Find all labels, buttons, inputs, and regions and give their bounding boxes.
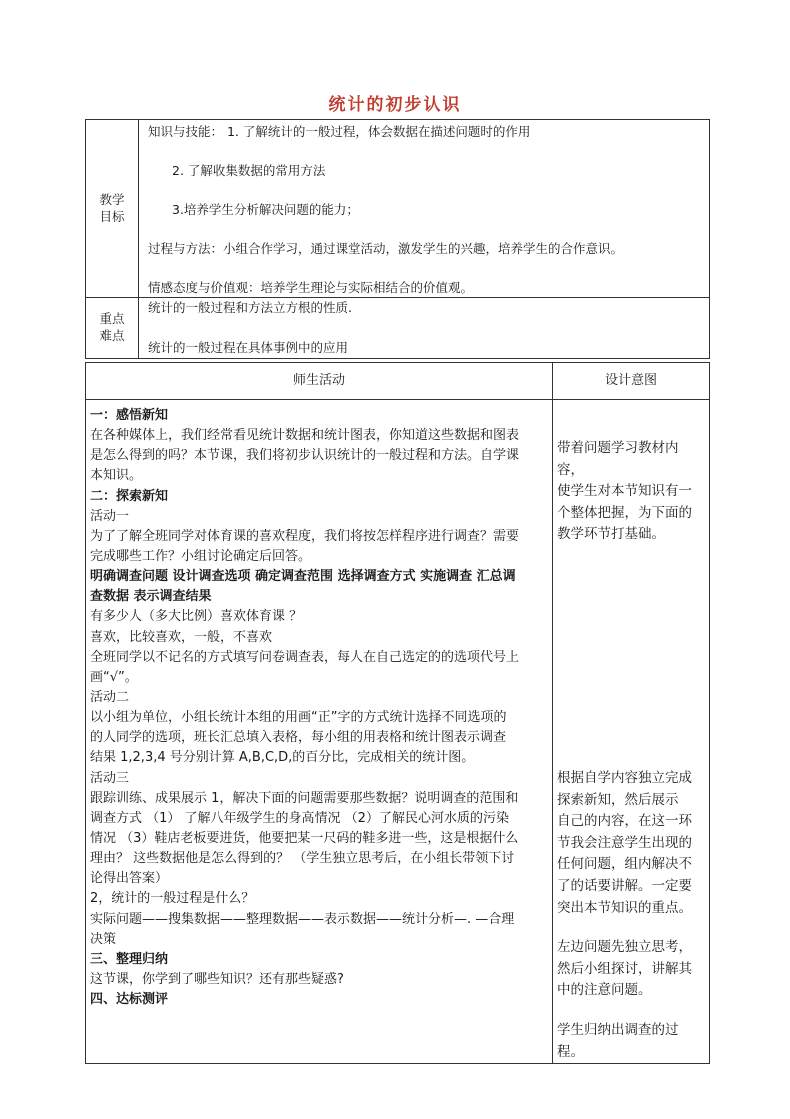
- keypoint-2: 统计的一般过程在具体事例中的应用: [148, 339, 349, 355]
- intent-line: 左边问题先独立思考，: [557, 939, 692, 956]
- activity-label: 活动二: [90, 689, 130, 705]
- intent-line: 个整体把握，为下面的: [557, 504, 692, 521]
- keypoint-1: 统计的一般过程和方法立方根的性质.: [148, 300, 352, 315]
- paragraph-line: 是怎么得到的吗？本节课，我们将初步认识统计的一般过程和方法。自学课: [90, 448, 520, 464]
- section-heading: 四、达标测评: [90, 992, 169, 1008]
- survey-steps: 查数据 表示调查结果: [90, 589, 212, 605]
- paragraph-line: 论得出答案）: [90, 871, 169, 887]
- paragraph-line: 为了了解全班同学对体育课的喜欢程度，我们将按怎样程序进行调查？需要: [90, 528, 520, 544]
- header-activities: 师生活动: [86, 363, 553, 400]
- objectives-content: [139, 120, 710, 298]
- paragraph-line: 在各种媒体上，我们经常看见统计数据和统计图表，你知道这些数据和图表: [90, 428, 520, 444]
- intent-line: 中的注意问题。: [557, 982, 652, 999]
- intent-line: 根据自学内容独立完成: [557, 769, 692, 786]
- keypoints-content: [139, 298, 710, 359]
- objectives-table: [85, 119, 710, 359]
- paragraph-line: 调查方式 （1） 了解八年级学生的身高情况 （2）了解民心河水质的污染: [90, 810, 509, 826]
- objective-attitude: 情感态度与价值观：培养学生理论与实际相结合的价值观。: [148, 279, 474, 295]
- process-chain: 实际问题——搜集数据——整理数据——表示数据——统计分析—. —合理: [90, 911, 515, 927]
- page-title: 统计的初步认识: [328, 95, 462, 115]
- activities-content: [86, 400, 553, 1064]
- paragraph-line: 结果 1,2,3,4 号分别计算 A,B,C,D,的百分比，完成相关的统计图。: [90, 750, 475, 766]
- section-heading: 三、整理归纳: [90, 951, 169, 967]
- intent-line: 节我会注意学生出现的: [557, 834, 692, 851]
- keypoints-label: 重点 难点: [86, 298, 139, 359]
- intent-line: 自己的内容，在这一环: [557, 813, 692, 830]
- intent-line: 学生归纳出调查的过程。: [557, 1021, 679, 1060]
- objectives-label: 教学 目标: [86, 120, 139, 298]
- activity-table: [85, 362, 710, 1064]
- survey-question: 有多少人（多大比例）喜欢体育课 ？: [90, 609, 303, 625]
- survey-options: 喜欢，比较喜欢，一般，不喜欢: [90, 629, 273, 645]
- paragraph-line: 跟踪训练、成果展示 1，解决下面的问题需要那些数据？说明调查的范围和: [90, 790, 519, 806]
- section-heading: 一：感悟新知: [90, 408, 169, 423]
- header-design-intent: 设计意图: [553, 363, 710, 400]
- question-2: 2，统计的一般过程是什么？: [90, 891, 255, 907]
- intent-line: 突出本节知识的重点。: [557, 899, 692, 916]
- activity-label: 活动一: [90, 508, 130, 524]
- paragraph-line: 以小组为单位，小组长统计本组的用画“正”字的方式统计选择不同选项的: [90, 710, 507, 726]
- paragraph-line: 画“√”。: [90, 669, 138, 685]
- intent-line: 带着问题学习教材内容，: [557, 440, 679, 478]
- paragraph-line: 理由？ 这些数据他是怎么得到的？ （学生独立思考后，在小组长带领下讨: [90, 851, 515, 867]
- intent-line: 探索新知，然后展示: [557, 791, 679, 808]
- paragraph-line: 全班同学以不记名的方式填写问卷调查表，每人在自己选定的的选项代号上: [90, 649, 520, 665]
- objective-knowledge: 知识与技能： 1. 了解统计的一般过程，体会数据在描述问题时的作用: [148, 124, 531, 139]
- objective-2: 2. 了解收集数据的常用方法: [172, 162, 326, 178]
- survey-steps: 明确调查问题 设计调查选项 确定调查范围 选择调查方式 实施调查 汇总调: [90, 569, 516, 585]
- intent-line: 使学生对本节知识有一: [557, 483, 692, 500]
- process-chain: 决策: [90, 931, 117, 947]
- intent-line: 教学环节打基础。: [557, 526, 665, 543]
- intent-line: 任何问题，组内解决不: [557, 856, 692, 873]
- paragraph-line: 这节课，你学到了哪些知识？还有那些疑惑?: [90, 971, 344, 987]
- intent-line: 了的话要讲解。一定要: [557, 877, 692, 894]
- objective-3: 3.培养学生分析解决问题的能力；: [172, 201, 359, 217]
- paragraph-line: 的人同学的选项，班长汇总填入表格，每小组的用表格和统计图表示调查: [90, 730, 507, 746]
- activity-label: 活动三: [90, 770, 130, 786]
- section-heading: 二：探索新知: [90, 488, 169, 504]
- paragraph-line: 本知识。: [90, 468, 143, 484]
- paragraph-line: 完成哪些工作？小组讨论确定后回答。: [90, 548, 312, 564]
- paragraph-line: 情况 （3）鞋店老板要进货，他要把某一尺码的鞋多进一些，这是根据什么: [90, 830, 519, 846]
- objective-process: 过程与方法：小组合作学习，通过课堂活动，激发学生的兴趣，培养学生的合作意识。: [148, 240, 624, 256]
- design-intent-content: [553, 400, 710, 1064]
- intent-line: 然后小组探讨，讲解其: [557, 960, 692, 977]
